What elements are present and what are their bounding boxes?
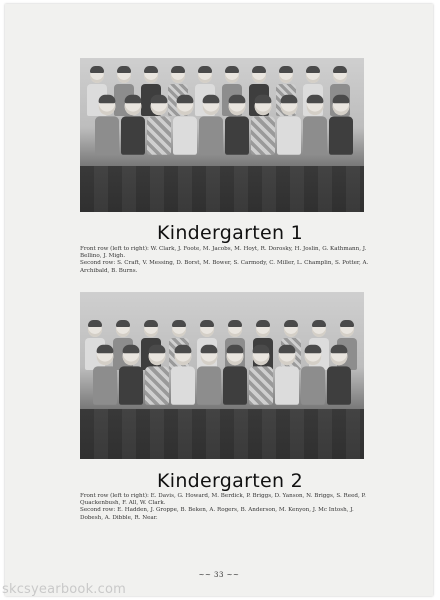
front-row-names: Front row (left to right): E. Davis, G. Howard, M. Berdick, P. Briggs, D. Yanson, N. Briggs, S. Reed, P. Quackenbush, F. All, W. Clark. (80, 493, 366, 507)
class-photo-kindergarten-2 (80, 292, 364, 459)
child-figure (120, 97, 146, 155)
child-figure (224, 97, 250, 155)
child-figure (328, 97, 354, 155)
child-figure (274, 347, 300, 405)
child-figure (144, 347, 170, 405)
child-figure (172, 97, 198, 155)
second-row-names: Second row: S. Craft, V. Messing, D. Borst, M. Bower, S. Carmody, C. Miller, L. Champlin, S. Potter, A. Archibald, B. Burns. (80, 260, 369, 274)
child-figure (302, 97, 328, 155)
front-row-names: Front row (left to right): W. Clark, J. Foote, M. Jacobs, M. Hoyt, R. Dorosky, H. Joslin, G. Kathmann, J. Bellino, J. Migh. (80, 246, 367, 260)
watermark: skcsyearbook.com (2, 582, 127, 597)
page-number: ~~ 33 ~~ (198, 571, 240, 579)
child-figure (146, 97, 172, 155)
child-figure (170, 347, 196, 405)
floor (80, 166, 364, 212)
section-title: Kindergarten 2 (157, 470, 304, 492)
child-figure (196, 347, 222, 405)
section-title: Kindergarten 1 (157, 222, 304, 244)
child-figure (300, 347, 326, 405)
child-figure (276, 97, 302, 155)
caption (80, 493, 370, 522)
child-figure (326, 347, 352, 405)
floor (80, 409, 364, 459)
child-figure (118, 347, 144, 405)
second-row-names: Second row: E. Hadden, J. Groppe, B. Beken, A. Rogers, B. Anderson, M. Kenyon, J. Mc Intosh, J. Dobesh, A. Dibble, R. Near. (80, 507, 354, 521)
child-figure (92, 347, 118, 405)
child-figure (94, 97, 120, 155)
caption (80, 246, 370, 275)
child-figure (250, 97, 276, 155)
child-figure (248, 347, 274, 405)
child-figure (198, 97, 224, 155)
child-figure (222, 347, 248, 405)
class-photo-kindergarten-1 (80, 58, 364, 212)
yearbook-page (5, 4, 433, 596)
